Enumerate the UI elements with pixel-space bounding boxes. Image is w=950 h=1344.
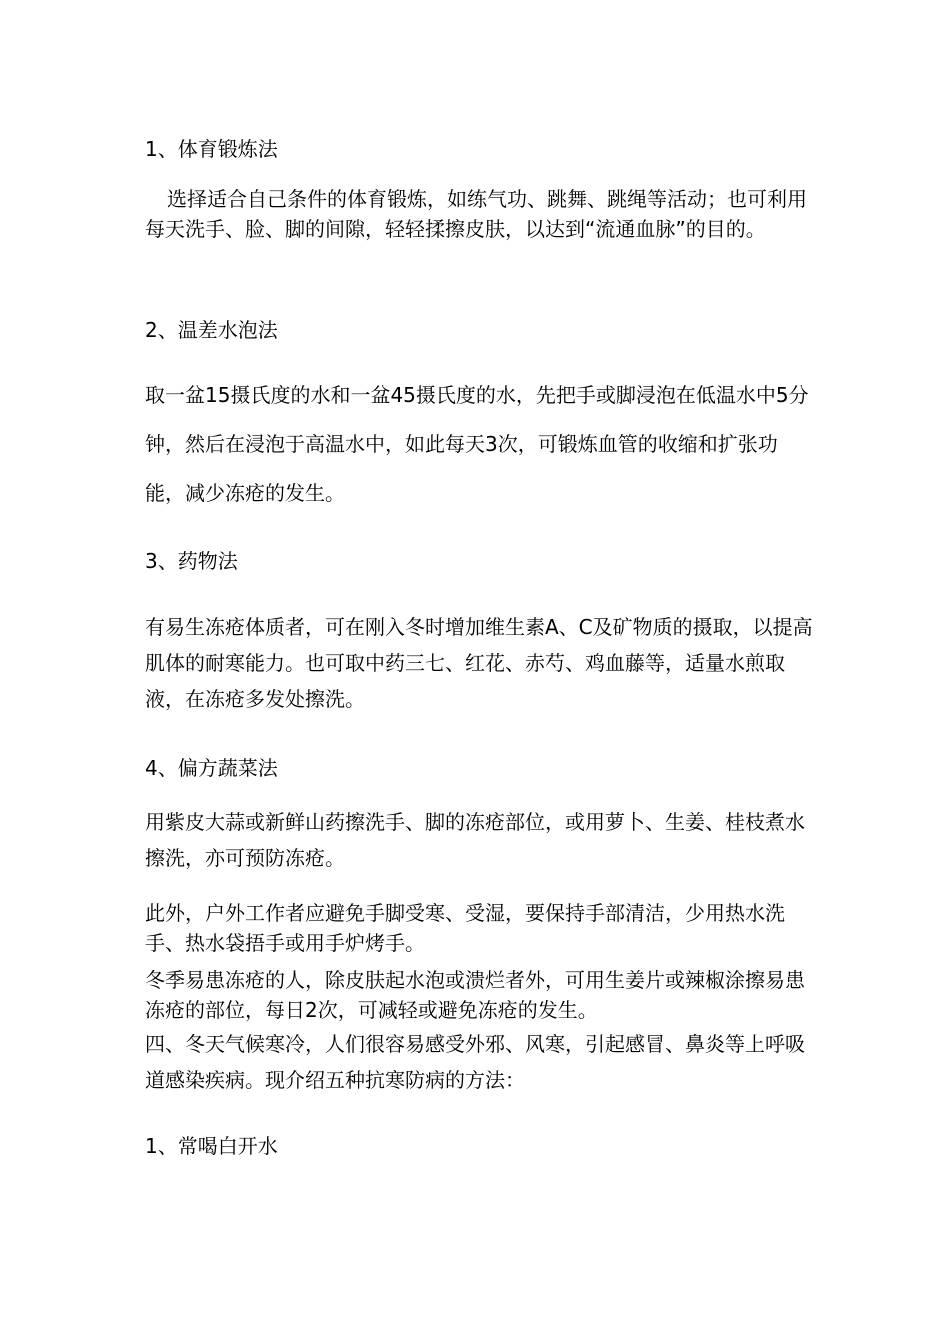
section-heading-medicine: 3、药物法	[145, 549, 238, 573]
paragraph-section-four-intro: 四、冬天气候寒冷，人们很容易感受外邪、风寒，引起感冒、鼻炎等上呼吸道感染疾病。现介绍五种抗寒防病的方法：	[145, 1032, 805, 1092]
paragraph-exercise: 选择适合自己条件的体育锻炼，如练气功、跳舞、跳绳等活动；也可利用每天洗手、脸、脚的间隙，轻轻揉擦皮肤，以达到“流通血脉”的目的。	[145, 187, 807, 241]
paragraph-vegetable-remedy: 用紫皮大蒜或新鲜山药擦洗手、脚的冻疮部位，或用萝卜、生姜、桂枝煮水擦洗，亦可预防冻疮。	[145, 810, 805, 870]
section-heading-drink-water: 1、常喝白开水	[145, 1134, 278, 1158]
paragraph-medicine: 有易生冻疮体质者，可在刚入冬时增加维生素A、C及矿物质的摄取，以提高肌体的耐寒能力。也可取中药三七、红花、赤芍、鸡血藤等，适量水煎取液，在冻疮多发处擦洗。	[145, 615, 813, 711]
paragraph-outdoor-workers: 此外，户外工作者应避免手脚受寒、受湿，要保持手部清洁，少用热水洗手、热水袋捂手或用手炉烤手。	[145, 901, 785, 955]
section-heading-temperature-soak: 2、温差水泡法	[145, 318, 278, 342]
paragraph-temperature-soak: 取一盆15摄氏度的水和一盆45摄氏度的水，先把手或脚浸泡在低温水中5分钟，然后在浸泡于高温水中，如此每天3次，可锻炼血管的收缩和扩张功能，减少冻疮的发生。	[145, 383, 809, 505]
section-heading-exercise: 1、体育锻炼法	[145, 137, 278, 161]
paragraph-winter-frostbite: 冬季易患冻疮的人，除皮肤起水泡或溃烂者外，可用生姜片或辣椒涂擦易患冻疮的部位，每日2次，可减轻或避免冻疮的发生。	[145, 968, 805, 1022]
section-heading-vegetable-remedy: 4、偏方蔬菜法	[145, 756, 278, 780]
